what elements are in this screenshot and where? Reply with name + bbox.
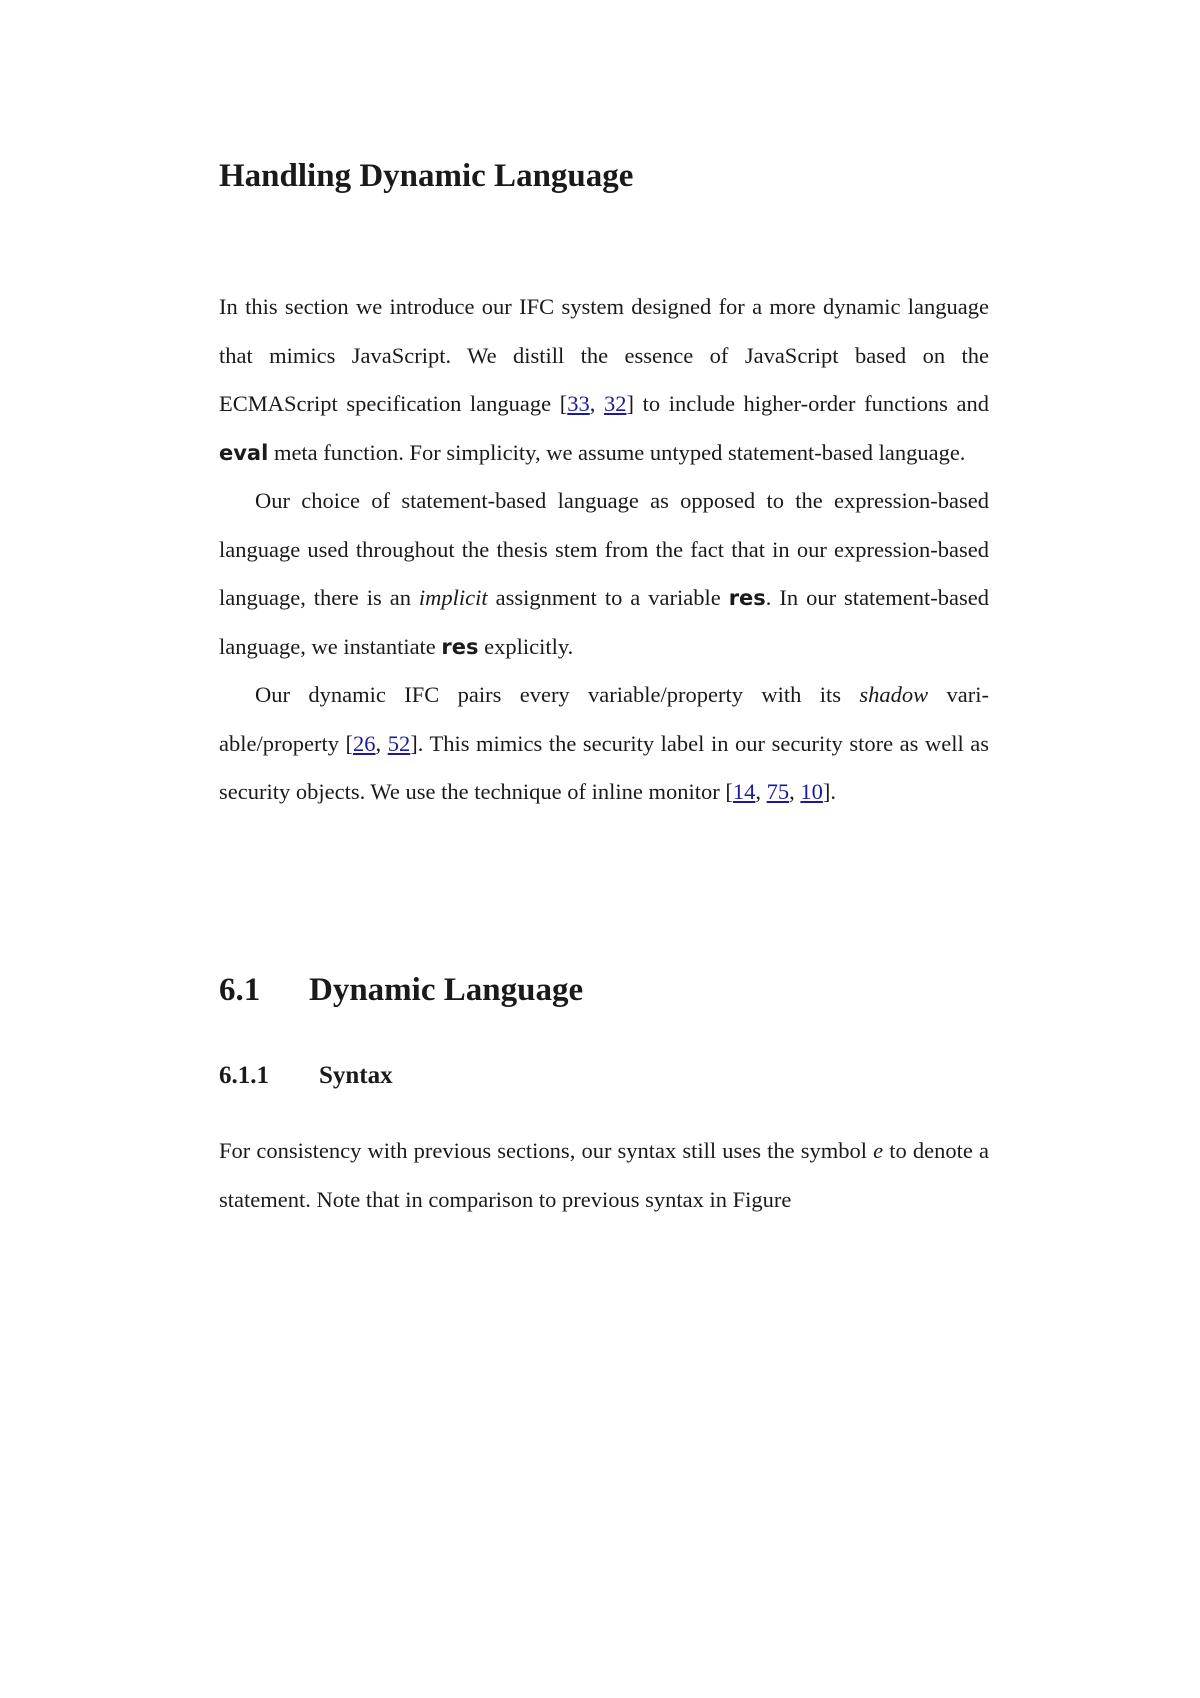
citation-link[interactable]: 14: [732, 779, 756, 804]
emphasis-text: implicit: [418, 585, 488, 610]
intro-paragraph-3: [219, 671, 989, 817]
citation-link[interactable]: 26: [353, 730, 376, 756]
intro-paragraph-2: [219, 477, 989, 671]
text-span: Our dynamic IFC pairs every variable/property with its: [255, 682, 860, 707]
text-span: Our choice of statement-based language as opposed to the expression-based language used throughout the thesis stem from the fact that in our expression-based language, there is an: [219, 488, 989, 610]
section-number: 6.1: [219, 972, 261, 1008]
chapter-title: Handling Dynamic Language: [219, 158, 634, 194]
citation-link[interactable]: 33: [567, 391, 590, 416]
code-keyword: eval: [219, 440, 269, 465]
citation-link[interactable]: 52: [387, 730, 411, 756]
code-keyword: res: [728, 586, 766, 610]
text-span: meta function. For simplicity, we assume untyped statement-based language.: [268, 439, 966, 465]
text-span: ].: [822, 779, 837, 804]
text-span: ,: [789, 779, 801, 804]
emphasis-text: e: [873, 1138, 884, 1163]
emphasis-text: shadow: [859, 682, 929, 707]
code-keyword: res: [441, 634, 479, 659]
citation-link[interactable]: 10: [800, 779, 823, 804]
subsection-title-text: Syntax: [319, 1062, 393, 1089]
text-span: ] to include higher-order functions and: [626, 391, 990, 416]
intro-section: [219, 283, 989, 817]
text-span: vari- able/property [: [219, 682, 989, 756]
text-span: . In our statement-based language, we instantiate: [219, 585, 989, 659]
syntax-paragraph: [219, 1127, 989, 1224]
section-heading: [219, 972, 583, 1009]
text-span: ,: [589, 391, 604, 416]
text-span: ,: [375, 730, 388, 756]
citation-link[interactable]: 75: [766, 779, 790, 804]
text-span: assignment to a variable: [487, 585, 729, 610]
text-span: explicitly.: [478, 633, 574, 659]
text-span: to denote a statement. Note that in comparison to previous syntax in Figure: [219, 1138, 989, 1212]
citation-link[interactable]: 32: [604, 391, 627, 416]
intro-paragraph-1: [219, 283, 989, 477]
syntax-section: [219, 1127, 989, 1224]
text-span: For consistency with previous sections, our syntax still uses the symbol: [219, 1138, 874, 1163]
text-span: ]. This mimics the security label in our security store as well as security objects. We use the technique of inline monitor [: [219, 730, 990, 804]
text-span: In this section we introduce our IFC system designed for a more dynamic language that mimics JavaScript. We distill the essence of JavaScript based on the ECMAScript specification language [: [219, 294, 989, 416]
text-span: ,: [755, 779, 767, 804]
subsection-heading: [219, 1062, 393, 1090]
subsection-number: 6.1.1: [219, 1062, 269, 1089]
section-title-text: Dynamic Language: [309, 972, 584, 1008]
